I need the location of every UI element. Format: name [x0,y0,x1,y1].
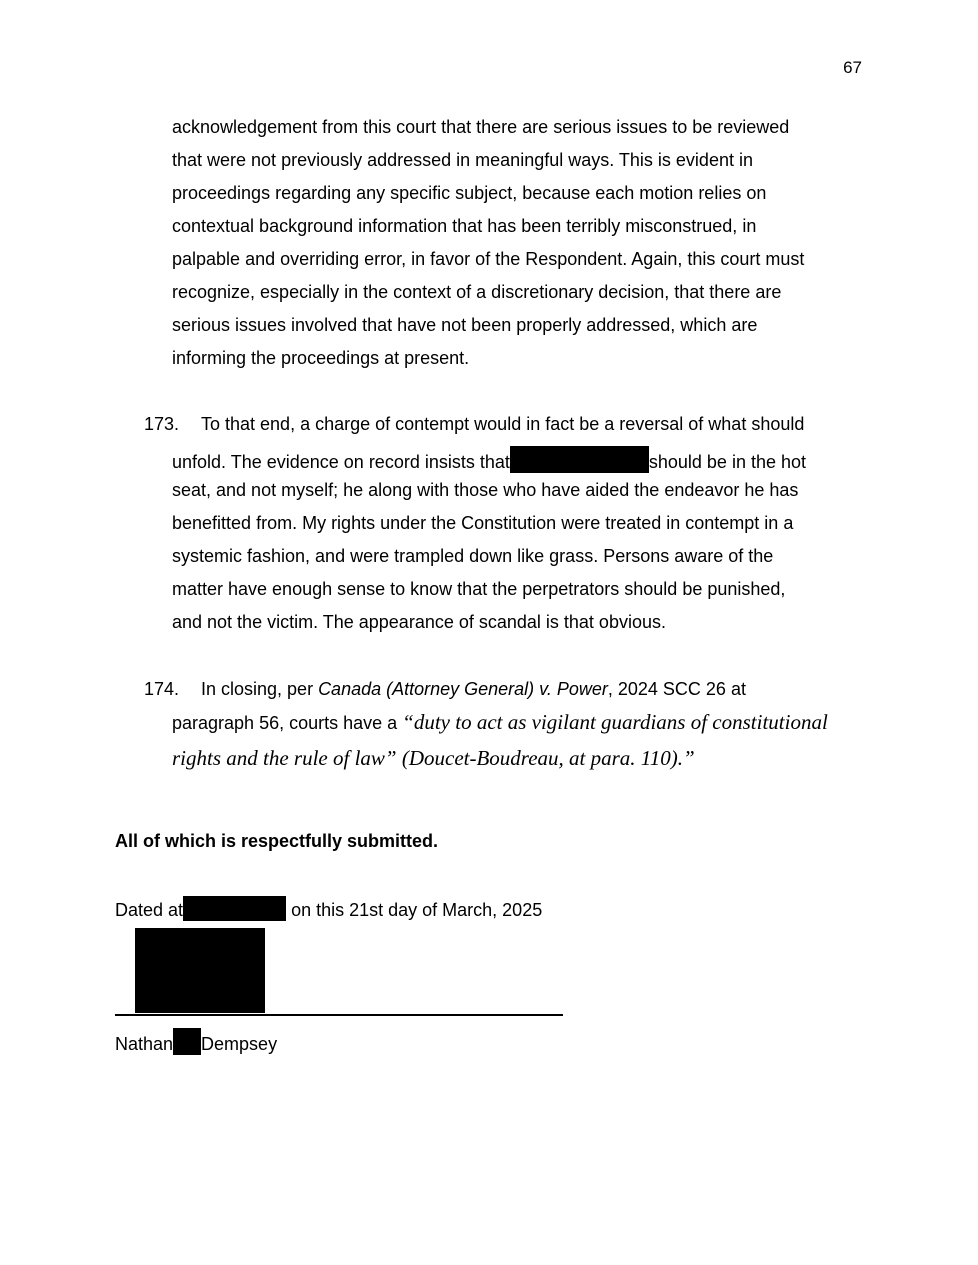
text-line: palpable and overriding error, in favor of the Respondent. Again, this court must [172,249,805,269]
text-line [172,711,828,734]
text-line: proceedings regarding any specific subject, because each motion relies on [172,183,767,203]
text-line: matter have enough sense to know that the perpetrators should be punished, [172,579,786,599]
quotation: rights and the rule of law” (Doucet-Boudreau, at para. 110).” [172,746,695,770]
text-segment: on this 21st day of March, 2025 [291,900,543,920]
text-line: that were not previously addressed in meaningful ways. This is evident in [172,150,753,170]
text-line: and not the victim. The appearance of scandal is that obvious. [172,612,666,632]
text-line: serious issues involved that have not been properly addressed, which are [172,315,758,335]
text-line: recognize, especially in the context of a discretionary decision, that there are [172,282,782,302]
dated-line [115,896,542,921]
text-line: informing the proceedings at present. [172,348,470,368]
text-line [172,446,806,473]
text-segment: unfold. The evidence on record insists that [172,452,510,472]
text-line: benefitted from. My rights under the Constitution were treated in contempt in a [172,513,794,533]
text-line: To that end, a charge of contempt would in fact be a reversal of what should [201,414,805,434]
first-name: Nathan [115,1034,174,1054]
text-segment: should be in the hot [648,452,806,472]
text-line: systemic fashion, and were trampled down like grass. Persons aware of the [172,546,774,566]
redaction-box [173,1028,201,1055]
paragraph-number: 174. [144,679,180,699]
last-name: Dempsey [201,1034,278,1054]
text-segment: paragraph 56, courts have a [172,713,403,733]
case-citation: Canada (Attorney General) v. Power [318,679,608,699]
text-line: contextual background information that has been terribly misconstrued, in [172,216,757,236]
text-segment: Dated at [115,900,184,920]
closing-statement: All of which is respectfully submitted. [115,831,439,851]
quotation: “duty to act as vigilant guardians of constitutional [402,710,828,734]
text-segment: , 2024 SCC 26 at [607,679,746,699]
text-line: seat, and not myself; he along with those who have aided the endeavor he has [172,480,799,500]
signatory-name [115,1028,277,1055]
page-number: 67 [843,58,862,77]
text-line [201,678,746,700]
redaction-box [510,446,649,473]
text-line: acknowledgement from this court that there are serious issues to be reviewed [172,117,790,137]
text-segment: In closing, per [201,679,319,699]
signature-line [115,1014,563,1016]
signature-redaction [135,928,265,1013]
paragraph-number: 173. [144,414,180,434]
redaction-box [183,896,286,921]
